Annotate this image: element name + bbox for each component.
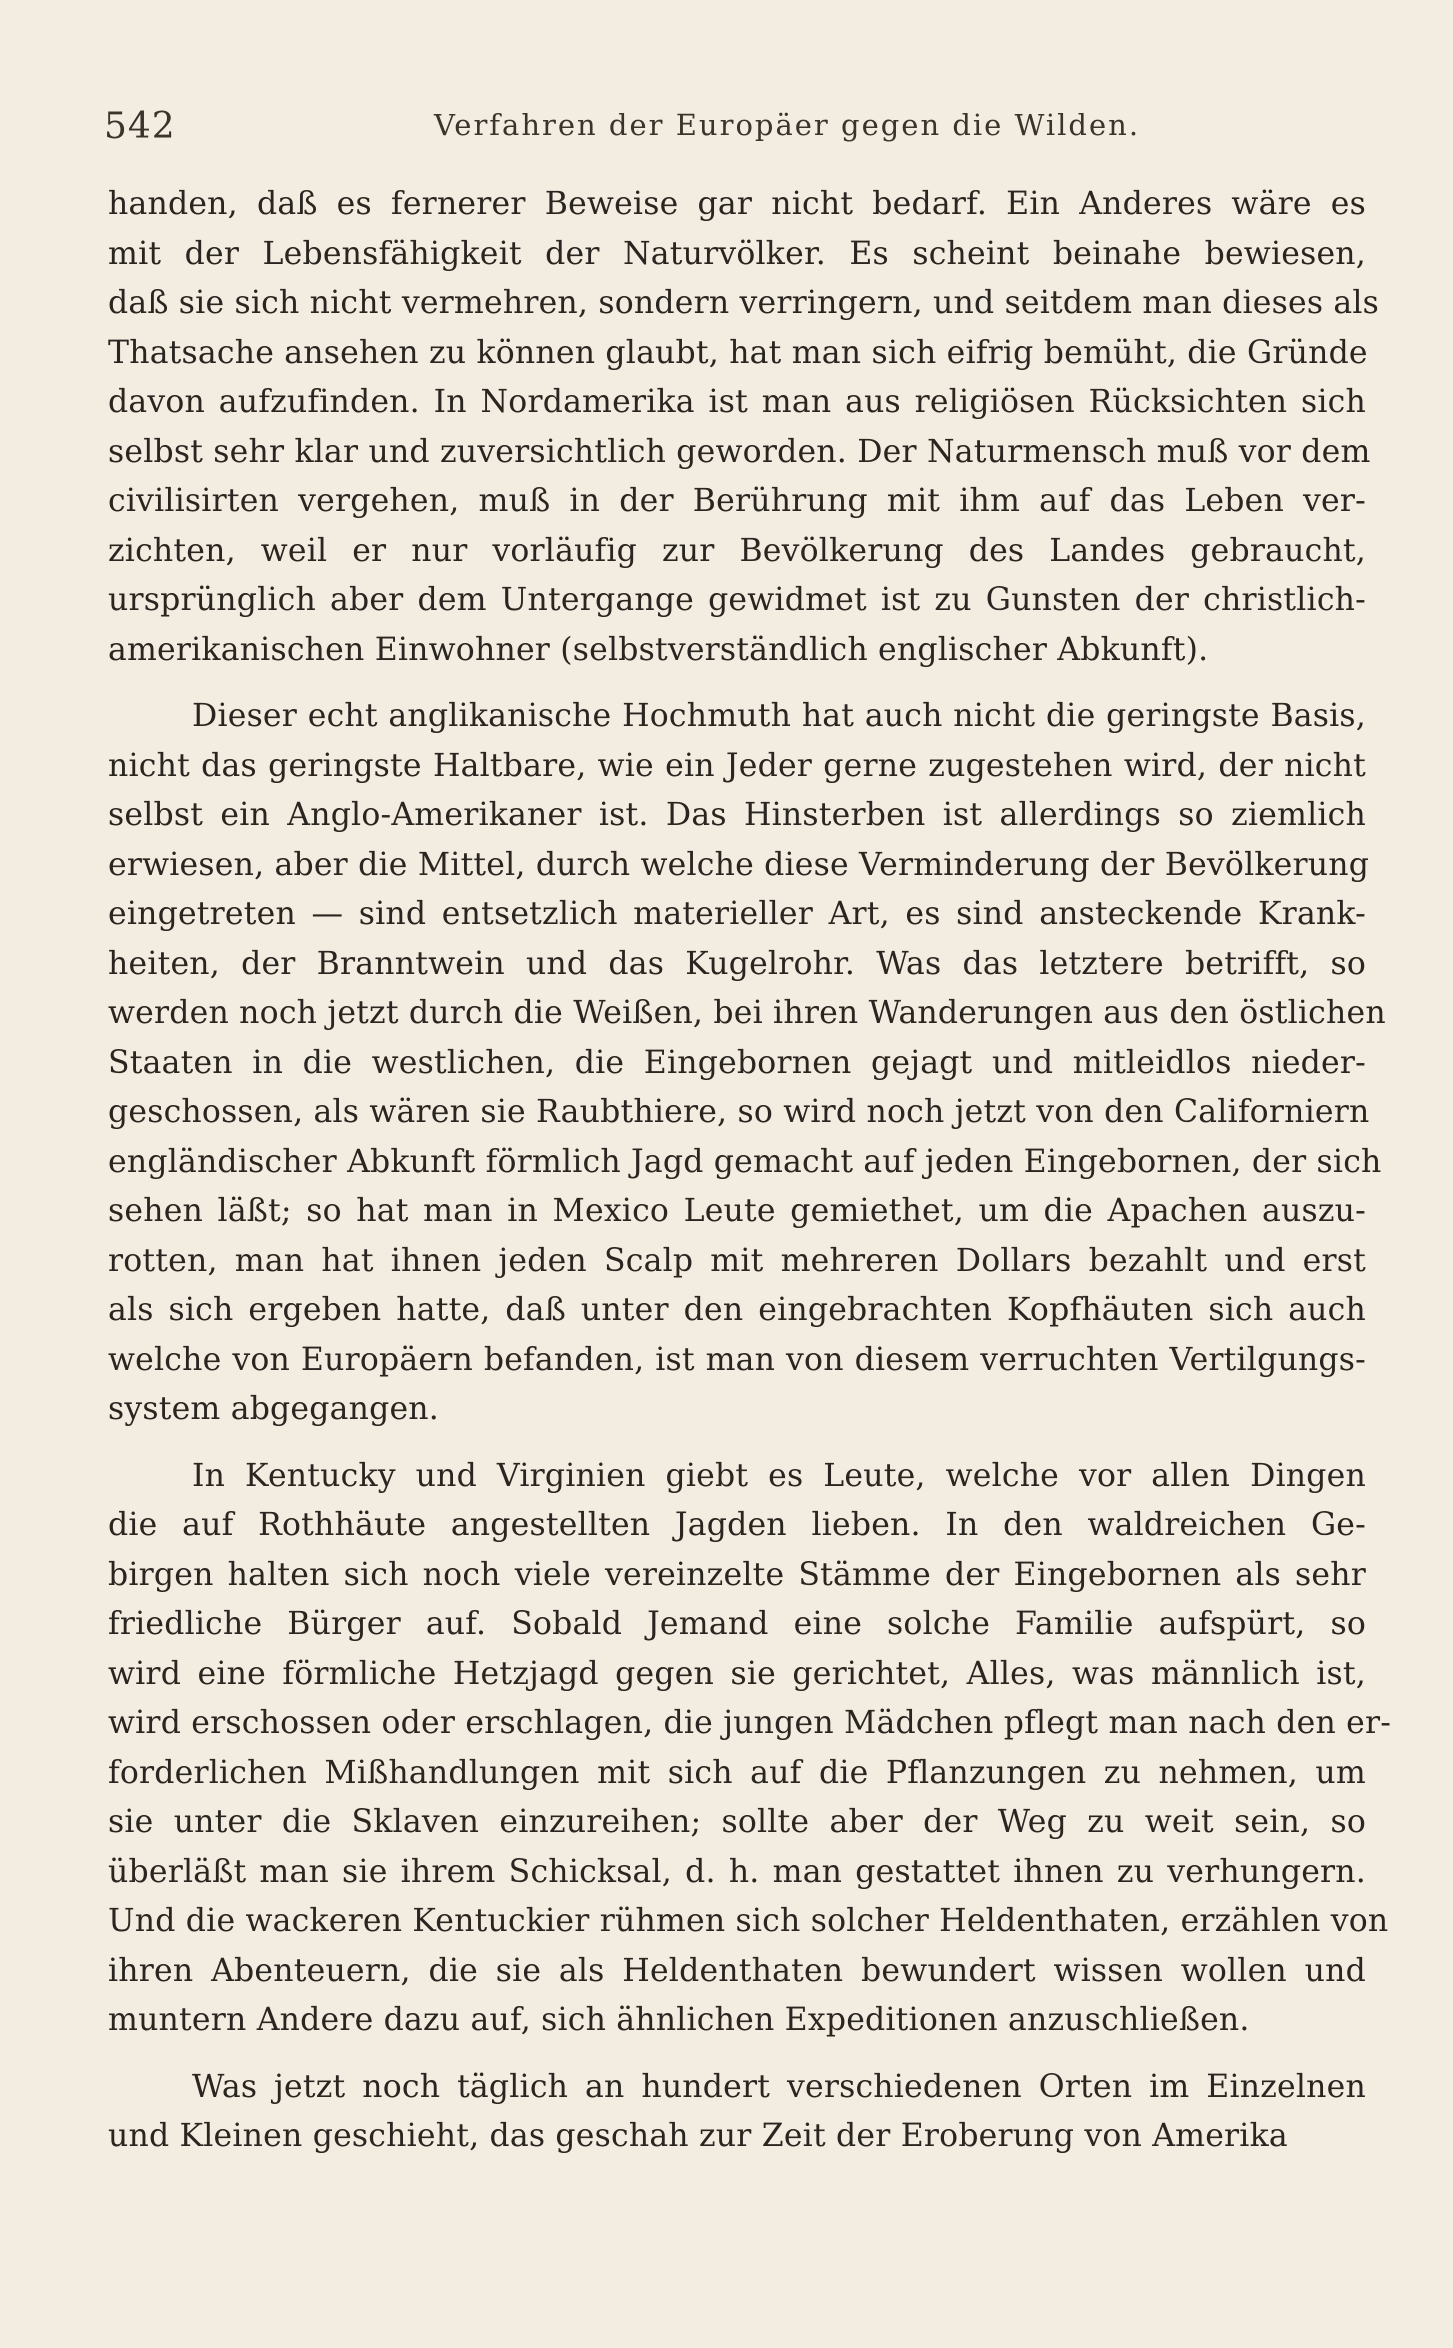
text-line: als sich ergeben hatte, daß unter den eingebrachten Kopfhäuten sich auch <box>108 1292 1366 1328</box>
text-line: In Kentucky und Virginien giebt es Leute, welche vor allen Dingen <box>192 1457 1366 1494</box>
text-line: Staaten in die westlichen, die Eingebornen gejagt und mitleidlos nieder- <box>108 1044 1366 1081</box>
text-line: Was jetzt noch täglich an hundert verschiedenen Orten im Einzelnen <box>192 2068 1366 2105</box>
text-line: sie unter die Sklaven einzureihen; sollte aber der Weg zu weit sein, so <box>108 1804 1366 1840</box>
text-line: zichten, weil er nur vorläufig zur Bevölkerung des Landes gebraucht, <box>108 532 1366 569</box>
text-line: selbst ein Anglo-Amerikaner ist. Das Hinsterben ist allerdings so ziemlich <box>108 797 1366 833</box>
paragraph <box>108 180 1380 675</box>
text-line: sehen läßt; so hat man in Mexico Leute gemiethet, um die Apachen auszu- <box>108 1193 1366 1229</box>
text-line: die auf Rothhäute angestellten Jagden lieben. In den waldreichen Ge- <box>108 1507 1366 1543</box>
text-line: wird erschossen oder erschlagen, die jungen Mädchen pflegt man nach den er- <box>108 1705 1392 1741</box>
page-header <box>104 96 1368 156</box>
text-line: wird eine förmliche Hetzjagd gegen sie gerichtet, Alles, was männlich ist, <box>108 1655 1366 1692</box>
text-line: überläßt man sie ihrem Schicksal, d. h. man gestattet ihnen zu verhungern. <box>108 1853 1366 1890</box>
paragraph <box>108 2063 1366 2162</box>
text-line: ursprünglich aber dem Untergange gewidmet ist zu Gunsten der christlich- <box>108 582 1366 618</box>
text-line: geschossen, als wären sie Raubthiere, so wird noch jetzt von den Californiern <box>108 1094 1370 1130</box>
text-line: mit der Lebensfähigkeit der Naturvölker. Es scheint beinahe bewiesen, <box>108 235 1366 272</box>
text-line: und Kleinen geschieht, das geschah zur Zeit der Eroberung von Amerika <box>108 2118 1288 2154</box>
text-line: heiten, der Branntwein und das Kugelrohr. Was das letztere betrifft, so <box>108 945 1366 982</box>
text-line: davon aufzufinden. In Nordamerika ist man aus religiösen Rücksichten sich <box>108 384 1366 420</box>
text-line: birgen halten sich noch viele vereinzelte Stämme der Eingebornen als sehr <box>108 1556 1366 1593</box>
text-line: amerikanischen Einwohner (selbstverständlich englischer Abkunft). <box>108 631 1209 668</box>
body-text <box>108 180 1392 2179</box>
text-line: selbst sehr klar und zuversichtlich geworden. Der Naturmensch muß vor dem <box>108 433 1371 470</box>
text-line: engländischer Abkunft förmlich Jagd gemacht auf jeden Eingebornen, der sich <box>108 1143 1382 1180</box>
text-line: system abgegangen. <box>108 1391 439 1427</box>
text-line: rotten, man hat ihnen jeden Scalp mit mehreren Dollars bezahlt und erst <box>108 1242 1366 1279</box>
paragraph <box>108 692 1386 1435</box>
running-head: Verfahren der Europäer gegen die Wilden. <box>434 108 1141 142</box>
text-line: friedliche Bürger auf. Sobald Jemand eine solche Familie aufspürt, so <box>108 1606 1366 1642</box>
text-line: Dieser echt anglikanische Hochmuth hat auch nicht die geringste Basis, <box>192 698 1366 734</box>
text-line: nicht das geringste Haltbare, wie ein Jeder gerne zugestehen wird, der nicht <box>108 747 1366 784</box>
text-line: Thatsache ansehen zu können glaubt, hat man sich eifrig bemüht, die Gründe <box>108 334 1368 371</box>
text-line: werden noch jetzt durch die Weißen, bei ihren Wanderungen aus den östlichen <box>108 995 1386 1031</box>
text-line: civilisirten vergehen, muß in der Berührung mit ihm auf das Leben ver- <box>108 483 1366 519</box>
text-line: daß sie sich nicht vermehren, sondern verringern, und seitdem man dieses als <box>108 285 1380 321</box>
paragraph <box>108 1452 1392 2046</box>
text-line: eingetreten — sind entsetzlich materieller Art, es sind ansteckende Krank- <box>108 896 1366 932</box>
text-line: Und die wackeren Kentuckier rühmen sich solcher Heldenthaten, erzählen von <box>108 1903 1389 1939</box>
text-line: erwiesen, aber die Mittel, durch welche diese Verminderung der Bevölkerung <box>108 846 1370 883</box>
text-line: muntern Andere dazu auf, sich ähnlichen Expeditionen anzuschließen. <box>108 2002 1250 2038</box>
page-number: 542 <box>104 106 176 147</box>
text-line: forderlichen Mißhandlungen mit sich auf die Pflanzungen zu nehmen, um <box>108 1754 1366 1791</box>
text-line: handen, daß es fernerer Beweise gar nicht bedarf. Ein Anderes wäre es <box>108 186 1366 222</box>
text-line: ihren Abenteuern, die sie als Heldenthaten bewundert wissen wollen und <box>108 1952 1366 1989</box>
text-line: welche von Europäern befanden, ist man von diesem verruchten Vertilgungs- <box>108 1341 1366 1378</box>
